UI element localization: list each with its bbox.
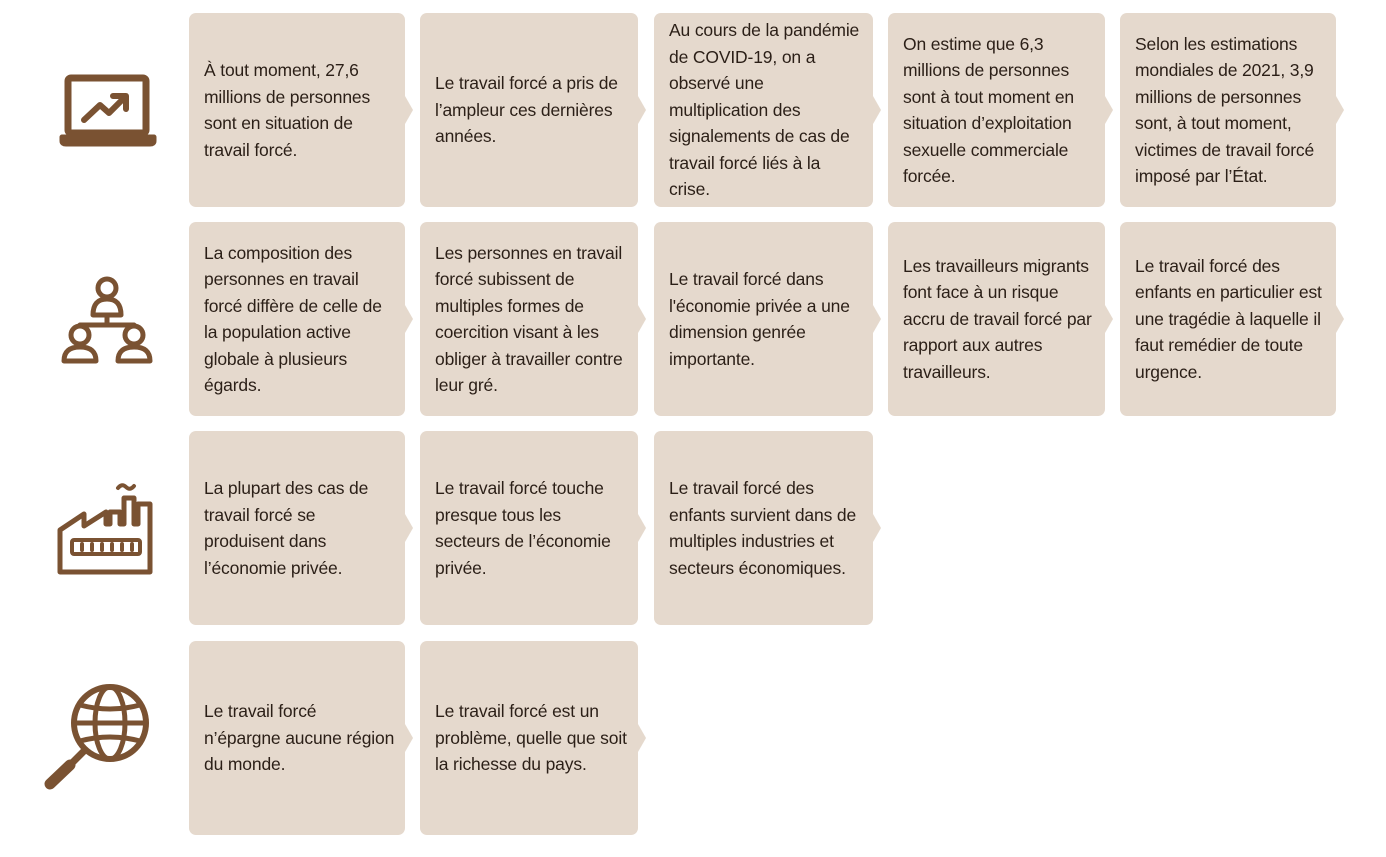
fact-card-text: Le travail forcé est un problème, quelle que soit la richesse du pays. [435, 701, 627, 775]
fact-card [189, 13, 405, 207]
fact-card [888, 13, 1105, 207]
people-network-icon [60, 275, 154, 365]
fact-card [654, 13, 873, 207]
fact-card [189, 222, 405, 416]
fact-card-text: Les travailleurs migrants font face à un risque accru de travail forcé par rapport aux autres travailleurs. [903, 255, 1092, 382]
fact-card-text: À tout moment, 27,6 millions de personnes sont en situation de travail forcé. [204, 60, 371, 160]
fact-card-text: La plupart des cas de travail forcé se produisent dans l’économie privée. [204, 478, 369, 578]
fact-card [189, 431, 405, 625]
laptop-trend-icon [58, 72, 158, 150]
fact-card [420, 13, 638, 207]
fact-card-text: Les personnes en travail forcé subissent de multiples formes de coercition visant à les obliger à travailler contre leur gré. [435, 242, 623, 395]
fact-card [1120, 13, 1336, 207]
fact-card-text: Le travail forcé n’épargne aucune région du monde. [204, 701, 395, 775]
fact-card [1120, 222, 1336, 416]
fact-card [654, 431, 873, 625]
fact-card [654, 222, 873, 416]
fact-card-text: Le travail forcé a pris de l’ampleur ces dernières années. [435, 73, 618, 147]
fact-card-text: On estime que 6,3 millions de personnes sont à tout moment en situation d’exploitation sexuelle commerciale forcée. [903, 33, 1074, 186]
fact-card [189, 641, 405, 835]
fact-card-text: Le travail forcé des enfants en particulier est une tragédie à laquelle il faut remédier de toute urgence. [1135, 255, 1322, 382]
fact-card-text: Le travail forcé dans l'économie privée a une dimension genrée importante. [669, 269, 850, 369]
fact-card [420, 641, 638, 835]
fact-card-text: La composition des personnes en travail forcé diffère de celle de la population active globale à plusieurs égards. [204, 242, 382, 395]
globe-magnifier-icon [40, 684, 156, 792]
fact-card [420, 222, 638, 416]
factory-icon [56, 482, 156, 578]
fact-card-text: Le travail forcé touche presque tous les secteurs de l’économie privée. [435, 478, 611, 578]
fact-card-text: Au cours de la pandémie de COVID-19, on a observé une multiplication des signalements de cas de travail forcé liés à la crise. [669, 20, 860, 200]
fact-card-text: Selon les estimations mondiales de 2021, 3,9 millions de personnes sont, à tout moment, victimes de travail forcé imposé par l’État. [1135, 33, 1315, 186]
fact-card-text: Le travail forcé des enfants survient dans de multiples industries et secteurs économiques. [669, 478, 857, 578]
fact-card [888, 222, 1105, 416]
fact-card [420, 431, 638, 625]
